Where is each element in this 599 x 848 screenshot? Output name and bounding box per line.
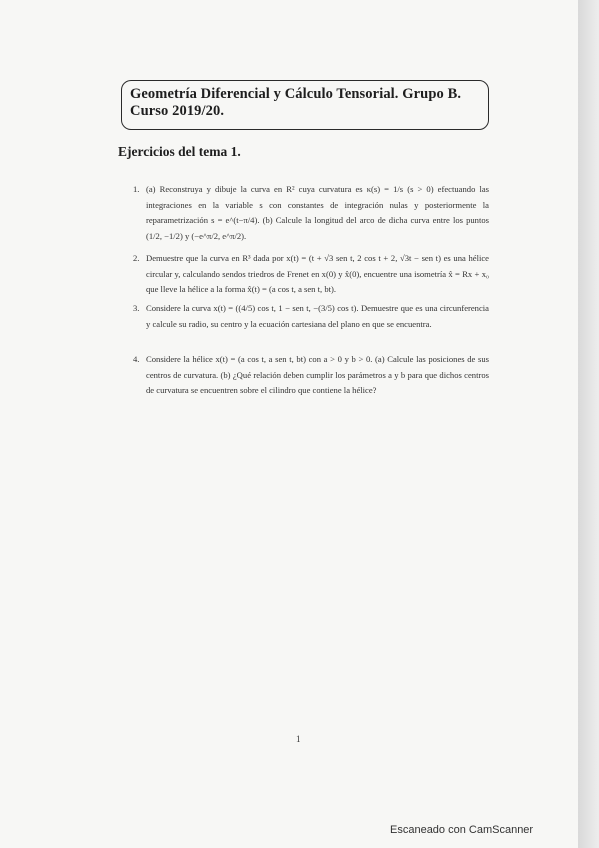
exercise-2 — [133, 251, 489, 298]
exercise-3 — [133, 301, 489, 332]
section-heading: Ejercicios del tema 1. — [118, 144, 241, 159]
scan-edge — [578, 0, 599, 848]
exercise-number: 1. — [133, 184, 140, 194]
camscanner-watermark: Escaneado con CamScanner — [390, 824, 534, 836]
exercise-number: 2. — [133, 253, 140, 263]
exercise-number: 4. — [133, 354, 140, 364]
document-title: Geometría Diferencial y Cálculo Tensorial. Grupo B. Curso 2019/20. — [130, 86, 462, 119]
exercise-text: Demuestre que la curva en R³ dada por x(t) = (t + √3 sen t, 2 cos t + 2, √3t − sen t) es una hélice circular y, calculando sendos triedros de Frenet en x(0) y x̂(0), encuentre una isometría x̂ = Rx + x₀ que lleve la hélice a la forma x̂(t) = (a cos t, a sen t, bt). — [146, 253, 489, 294]
exercise-1 — [133, 182, 489, 244]
exercise-number: 3. — [133, 303, 140, 313]
page-number: 1 — [296, 734, 301, 744]
title-box — [121, 80, 489, 130]
exercise-text: Considere la hélice x(t) = (a cos t, a sen t, bt) con a > 0 y b > 0. (a) Calcule las posiciones de sus centros de curvatura. (b) ¿Qué relación deben cumplir los parámetros a y b para que dichos centros de curvatura se encuentren sobre el cilindro que contiene la hélice? — [146, 354, 489, 395]
exercise-text: (a) Reconstruya y dibuje la curva en R² cuya curvatura es κ(s) = 1/s (s > 0) efectuando las integraciones en la variable s con constantes de integración nulas y posteriormente la reparametrización s = e^(t−π/4). (b) Calcule la longitud del arco de dicha curva entre los puntos (1/2, −1/2) y (−e^π/2, e^π/2). — [146, 184, 489, 241]
exercise-4 — [133, 352, 489, 399]
exercise-text: Considere la curva x(t) = ((4/5) cos t, 1 − sen t, −(3/5) cos t). Demuestre que es una circunferencia y calcule su radio, su centro y la ecuación cartesiana del plano en que se encuentra. — [146, 303, 489, 329]
